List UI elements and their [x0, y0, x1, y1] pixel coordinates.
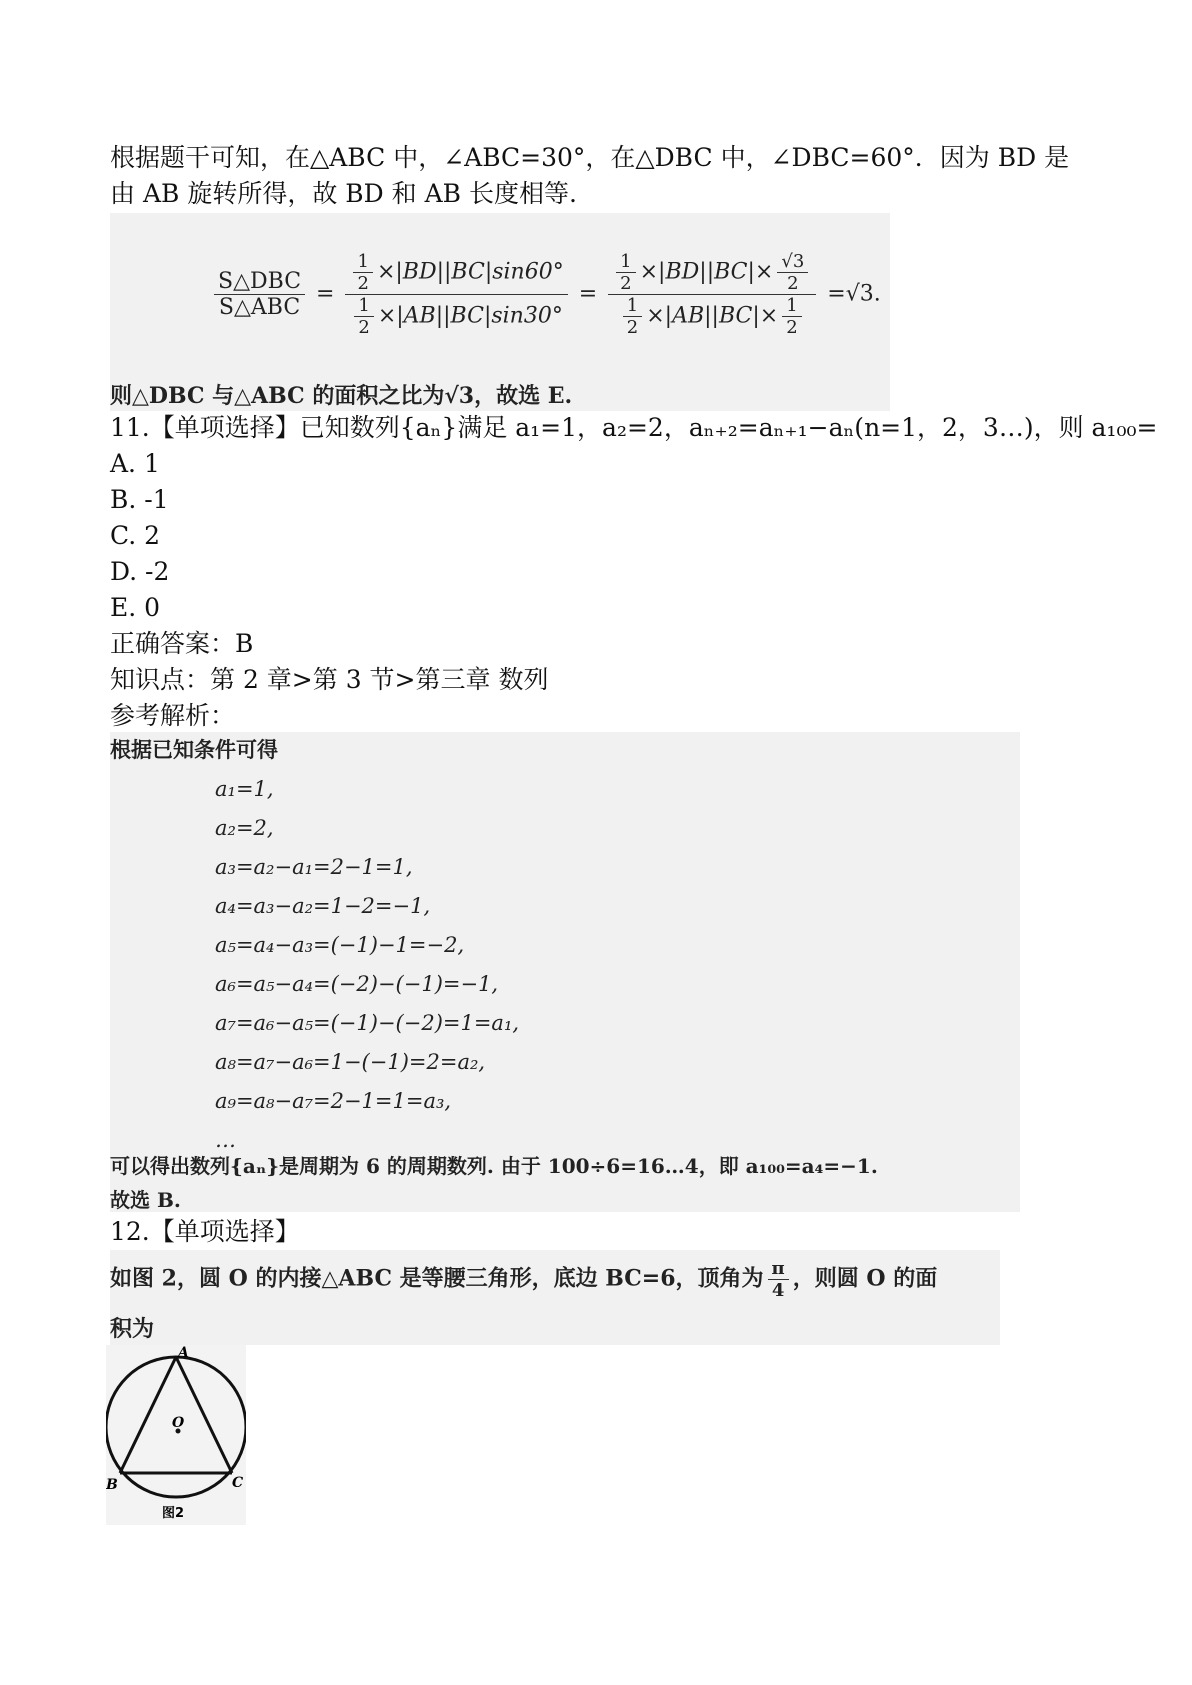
ratio-num: S△DBC — [214, 269, 305, 295]
figure-caption: 图2 — [162, 1506, 185, 1521]
half-den: 2 — [620, 273, 632, 294]
pi: π — [768, 1258, 789, 1280]
step-5: a₅=a₄−a₃=(−1)−1=−2, — [215, 933, 465, 957]
figure-2 — [106, 1345, 246, 1525]
q10-conclusion: 则△DBC 与△ABC 的面积之比为√3，故选 E. — [110, 381, 890, 411]
num-left: ×|BD||BC|sin60° — [376, 259, 564, 285]
q11-number: 11. — [110, 413, 150, 442]
sqrt3-num: √3 — [777, 251, 808, 273]
step-2: a₂=2, — [215, 816, 274, 840]
den-left: ×|AB||BC|sin30° — [377, 303, 563, 329]
q12-stem-line1: 如图 2，圆 O 的内接△ABC 是等腰三角形，底边 BC=6，顶角为 — [110, 1265, 764, 1292]
step-3: a₃=a₂−a₁=2−1=1, — [215, 855, 413, 879]
q11-option-c: C. 2 — [110, 521, 161, 550]
label-a: A — [178, 1345, 189, 1361]
q10-formula-scan — [110, 213, 890, 381]
q11-analysis-label: 参考解析： — [110, 701, 236, 730]
half-num: 1 — [623, 295, 642, 317]
q11-tag: 【单项选择】 — [149, 413, 300, 442]
ratio-den: S△ABC — [218, 295, 301, 320]
analysis-conclusion-1: 可以得出数列{aₙ}是周期为 6 的周期数列. 由于 100÷6=16…4，即 a₁₀₀=a₄=−1. — [110, 1154, 878, 1178]
q12-tag: 【单项选择】 — [149, 1217, 300, 1246]
label-b: B — [106, 1477, 118, 1493]
half-num: 1 — [354, 295, 373, 317]
area-ratio: $\frac{\text{S△DBC}}{\text{S△ABC}}$ = $\frac{1}{2}$ ×|BD||BC|sin60° $\frac{1}{2}$ ×|AB||BC|sin30° = $\frac{1}{2}$ ×|BD||BC|× $\frac{√3}{2}$ $\frac{1}{2}$ ×|AB||BC|× $\frac{1}{2}$ =√3. — [210, 251, 881, 338]
step-ellipsis: … — [215, 1128, 236, 1152]
analysis-conclusion-2: 故选 B. — [110, 1188, 181, 1212]
q12-stem-scan — [110, 1250, 1000, 1345]
step-6: a₆=a₅−a₄=(−2)−(−1)=−1, — [215, 972, 499, 996]
q11-option-a: A. 1 — [110, 449, 160, 478]
analysis-steps — [215, 770, 519, 1160]
q12-stem-line2: 积为 — [110, 1316, 155, 1342]
q11-text: 已知数列{aₙ}满足 a₁=1，a₂=2，aₙ₊₂=aₙ₊₁−aₙ(n=1，2，3…)，则 a₁₀₀= — [299, 413, 1158, 442]
formula-result: =√3. — [827, 281, 881, 307]
label-c: C — [232, 1475, 244, 1491]
q11-option-e: E. 0 — [110, 593, 161, 622]
half-num: 1 — [353, 251, 372, 273]
den-right: ×|AB||BC|× — [646, 303, 779, 329]
half-den-2: 2 — [786, 317, 798, 338]
half-den: 2 — [358, 317, 370, 338]
step-1: a₁=1, — [215, 777, 274, 801]
q11-option-d: D. -2 — [110, 557, 170, 586]
half-num-2: 1 — [782, 295, 801, 317]
four: 4 — [771, 1280, 785, 1301]
half-den: 2 — [626, 317, 639, 338]
sqrt3-den: 2 — [787, 273, 799, 294]
q11-knowledge: 知识点：第 2 章>第 3 节>第三章 数列 — [110, 665, 549, 694]
analysis-intro: 根据已知条件可得 — [110, 737, 278, 762]
q12-stem-tail: ，则圆 O 的面 — [792, 1265, 938, 1292]
step-4: a₄=a₃−a₂=1−2=−1, — [215, 894, 431, 918]
q10-explain-line1: 根据题干可知，在△ABC 中，∠ABC=30°，在△DBC 中，∠DBC=60°．因为 BD 是 — [110, 143, 1070, 172]
circle-triangle-diagram — [106, 1345, 246, 1525]
num-right: ×|BD||BC|× — [639, 259, 774, 285]
q11-answer: 正确答案：B — [110, 629, 254, 658]
q10-explain-line2: 由 AB 旋转所得，故 BD 和 AB 长度相等. — [110, 179, 577, 208]
step-7: a₇=a₆−a₅=(−1)−(−2)=1=a₁, — [215, 1011, 520, 1035]
half-den: 2 — [357, 273, 369, 294]
q11-option-b: B. -1 — [110, 485, 169, 514]
label-o: O — [172, 1415, 185, 1431]
q11-stem — [110, 410, 1157, 446]
q12-header — [110, 1214, 300, 1250]
step-9: a₉=a₈−a₇=2−1=1=a₃, — [215, 1089, 452, 1113]
q11-analysis-scan — [110, 732, 1020, 1212]
q12-number: 12. — [110, 1217, 150, 1246]
half-num: 1 — [616, 251, 635, 273]
step-8: a₈=a₇−a₆=1−(−1)=2=a₂, — [215, 1050, 486, 1074]
